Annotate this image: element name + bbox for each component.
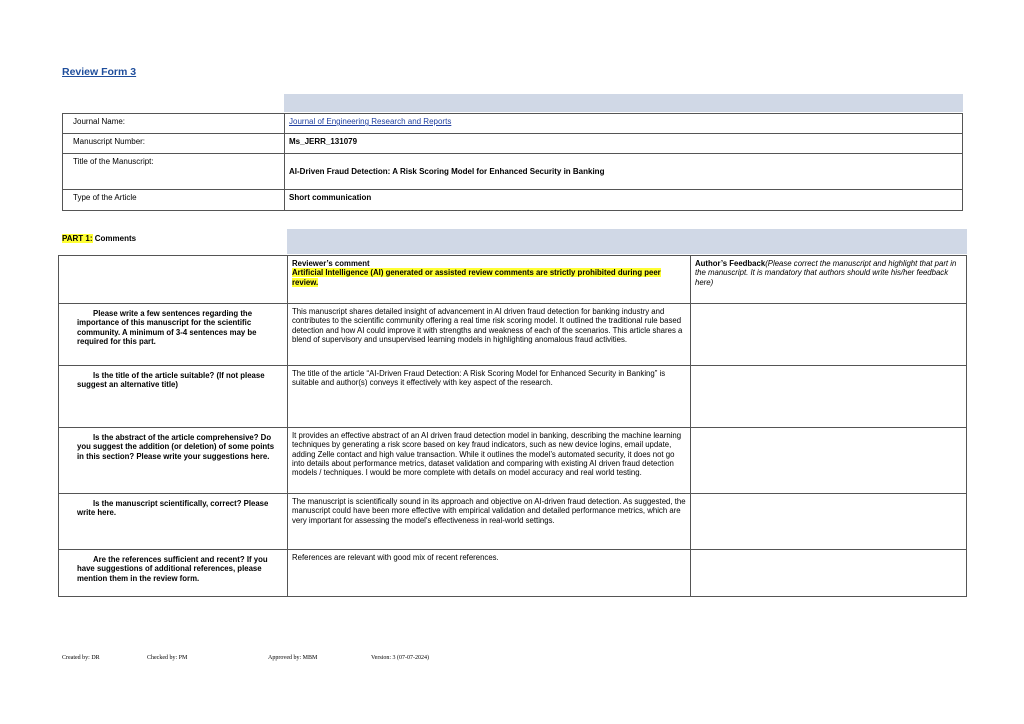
question-cell	[59, 428, 288, 494]
author-feedback-header	[691, 256, 967, 304]
article-type-value: Short communication	[285, 190, 963, 211]
question-text: Is the abstract of the article comprehensive? Do you suggest the addition (or deletion) of some points in this section? Please write your suggestions here.	[77, 433, 275, 461]
author-feedback-cell[interactable]	[691, 304, 967, 366]
comments-header-band	[287, 229, 967, 254]
part1-heading	[62, 234, 136, 243]
table-row	[59, 550, 967, 597]
question-cell	[59, 550, 288, 597]
part1-suffix: Comments	[92, 234, 137, 243]
footer-checked-by: Checked by: PM	[147, 655, 188, 661]
question-cell	[59, 304, 288, 366]
author-feedback-cell[interactable]	[691, 428, 967, 494]
author-feedback-note: (Please correct the manuscript and highlight that part in the manuscript. It is mandatory that authors should write his/her feedback here)	[695, 259, 957, 287]
manuscript-number-value: Ms_JERR_131079	[285, 134, 963, 154]
part1-label: PART 1:	[62, 234, 93, 243]
question-text: Please write a few sentences regarding the importance of this manuscript for the scientific community. A minimum of 3-4 sentences may be required for this part.	[77, 309, 257, 347]
comment-cell: This manuscript shares detailed insight of advancement in AI driven fraud detection for banking industry and contributes to the scientific community offering a real time risk scoring model. It outlined the traditional rule based detection and how AI could improve it with strengths and weakness of each of the scenarios. This article shares a blend of supervisory and unsupervised learning models in highlighting anomalous fraud activities.	[288, 304, 691, 366]
table-row	[59, 366, 967, 428]
author-feedback-cell[interactable]	[691, 550, 967, 597]
ai-prohibition-warning: Artificial Intelligence (AI) generated or assisted review comments are strictly prohibited during peer review.	[292, 268, 661, 287]
header-band	[284, 94, 963, 112]
comment-cell: References are relevant with good mix of recent references.	[288, 550, 691, 597]
footer-approved-by: Approved by: MBM	[268, 655, 318, 661]
comments-header-row	[59, 256, 967, 304]
journal-name-link[interactable]: Journal of Engineering Research and Reports	[285, 114, 963, 134]
comments-table	[58, 255, 967, 597]
header-empty-cell	[59, 256, 288, 304]
comment-cell: The manuscript is scientifically sound in its approach and objective on AI-driven fraud detection. As suggested, the manuscript could have been more effective with empirical validation and detailed performance metrics, which are very important for assessing the model's effectiveness in real-world settings.	[288, 494, 691, 550]
table-row	[59, 304, 967, 366]
article-type-label: Type of the Article	[63, 190, 285, 211]
manuscript-title-value: AI-Driven Fraud Detection: A Risk Scoring Model for Enhanced Security in Banking	[285, 154, 963, 190]
question-cell	[59, 494, 288, 550]
table-row	[59, 494, 967, 550]
author-feedback-cell[interactable]	[691, 366, 967, 428]
comment-cell: The title of the article “AI-Driven Fraud Detection: A Risk Scoring Model for Enhanced Security in Banking” is suitable and author(s) conveys it effectively with key aspect of the research.	[288, 366, 691, 428]
question-text: Is the manuscript scientifically, correct? Please write here.	[77, 499, 269, 518]
table-row	[59, 428, 967, 494]
reviewer-comment-header	[288, 256, 691, 304]
footer-created-by: Created by: DR	[62, 655, 100, 661]
manuscript-number-label: Manuscript Number:	[63, 134, 285, 154]
question-text: Are the references sufficient and recent? If you have suggestions of additional references, please mention them in the review form.	[77, 555, 268, 583]
question-cell	[59, 366, 288, 428]
author-feedback-title: Author’s Feedback	[695, 259, 766, 268]
question-text: Is the title of the article suitable? (If not please suggest an alternative title)	[77, 371, 265, 390]
reviewer-comment-title: Reviewer’s comment	[292, 259, 370, 268]
form-title: Review Form 3	[62, 66, 137, 78]
comment-cell: It provides an effective abstract of an AI driven fraud detection model in banking, describing the machine learning techniques by generating a risk score based on key fraud indicators, such as new device logins, email update, adding Zelle contact and high value transaction. While it outlines the model’s automated security, it does not go into details about performance metrics, dataset validation and comparing with existing AI driven fraud detection models / techniques. I would be more complete with details on model accuracy and real world testing.	[288, 428, 691, 494]
manuscript-title-label: Title of the Manuscript:	[63, 154, 285, 190]
journal-name-label: Journal Name:	[63, 114, 285, 134]
author-feedback-cell[interactable]	[691, 494, 967, 550]
footer-version: Version: 3 (07-07-2024)	[371, 655, 429, 661]
manuscript-info-table	[62, 113, 963, 211]
